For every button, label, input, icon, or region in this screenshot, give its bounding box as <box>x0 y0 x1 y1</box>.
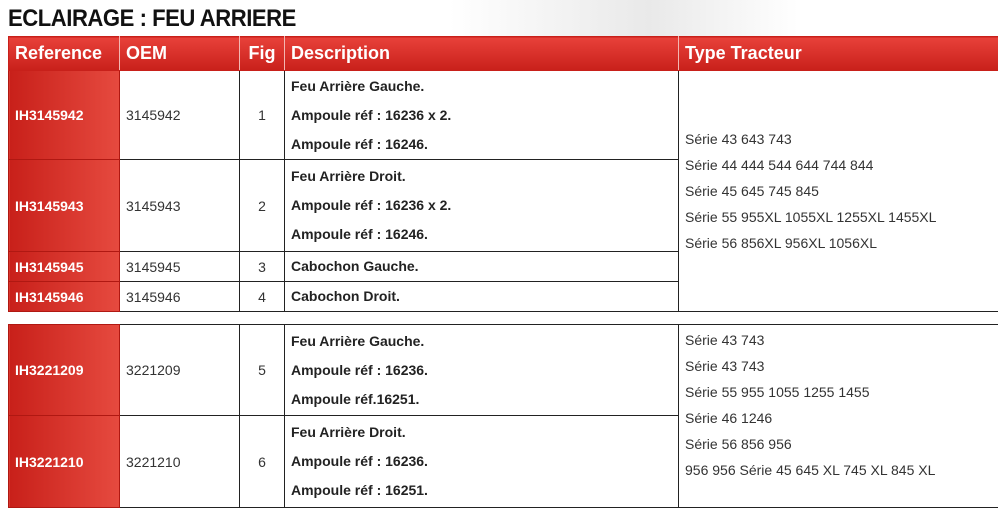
type-tracteur-cell <box>679 71 998 312</box>
parts-table-1 <box>8 36 998 312</box>
description-cell <box>285 416 679 508</box>
parts-table-2 <box>8 324 998 508</box>
description-line: Ampoule réf : 16246. <box>291 135 428 152</box>
type-line: Série 46 1246 <box>685 410 773 426</box>
type-line: 956 956 Série 45 645 XL 745 XL 845 XL <box>685 462 936 478</box>
description-line: Ampoule réf : 16236. <box>291 453 428 469</box>
description-cell <box>285 252 679 282</box>
description-cell <box>285 282 679 312</box>
fig-cell: 3 <box>240 252 285 282</box>
reference-cell: IH3145943 <box>9 160 120 252</box>
description-line: Cabochon Droit. <box>291 288 400 304</box>
description-cell <box>285 325 679 416</box>
oem-cell: 3221210 <box>120 416 240 508</box>
type-line: Série 55 955 1055 1255 1455 <box>685 384 870 400</box>
type-line: Série 43 743 <box>685 332 765 348</box>
type-line: Série 55 955XL 1055XL 1255XL 1455XL <box>685 209 937 225</box>
description-line: Ampoule réf : 16246. <box>291 226 428 242</box>
fig-cell: 1 <box>240 71 285 160</box>
table-row <box>9 71 998 160</box>
description-line: Ampoule réf : 16236. <box>291 361 428 378</box>
header-oem: OEM <box>120 37 240 71</box>
header-fig: Fig <box>240 37 285 71</box>
header-description: Description <box>285 37 679 71</box>
oem-cell: 3145946 <box>120 282 240 312</box>
fig-cell: 5 <box>240 325 285 416</box>
table-row <box>9 325 998 416</box>
reference-cell: IH3221209 <box>9 325 120 416</box>
description-line: Ampoule réf.16251. <box>291 390 420 407</box>
description-line: Feu Arrière Droit. <box>291 424 406 440</box>
description-line: Ampoule réf : 16236 x 2. <box>291 197 452 213</box>
reference-cell: IH3145945 <box>9 252 120 282</box>
description-cell <box>285 160 679 252</box>
description-line: Cabochon Gauche. <box>291 258 419 274</box>
oem-cell: 3145942 <box>120 71 240 160</box>
type-line: Série 56 856 956 <box>685 436 792 452</box>
type-line: Série 43 643 743 <box>685 131 792 147</box>
table-header-row <box>9 37 998 71</box>
page-title: ECLAIRAGE : FEU ARRIERE <box>8 5 296 32</box>
header-type-tracteur: Type Tracteur <box>679 37 998 71</box>
type-line: Série 44 444 544 644 744 844 <box>685 157 874 173</box>
oem-cell: 3145943 <box>120 160 240 252</box>
header-reference: Reference <box>9 37 120 71</box>
type-line: Série 43 743 <box>685 358 765 374</box>
description-line: Feu Arrière Droit. <box>291 168 406 184</box>
fig-cell: 6 <box>240 416 285 508</box>
description-line: Feu Arrière Gauche. <box>291 332 425 349</box>
type-tracteur-cell <box>679 325 998 508</box>
reference-cell: IH3221210 <box>9 416 120 508</box>
reference-cell: IH3145942 <box>9 71 120 160</box>
reference-cell: IH3145946 <box>9 282 120 312</box>
oem-cell: 3145945 <box>120 252 240 282</box>
fig-cell: 2 <box>240 160 285 252</box>
type-line: Série 56 856XL 956XL 1056XL <box>685 235 878 251</box>
description-line: Feu Arrière Gauche. <box>291 77 425 94</box>
fig-cell: 4 <box>240 282 285 312</box>
oem-cell: 3221209 <box>120 325 240 416</box>
description-line: Ampoule réf : 16251. <box>291 482 428 498</box>
description-line: Ampoule réf : 16236 x 2. <box>291 106 452 123</box>
type-line: Série 45 645 745 845 <box>685 183 819 199</box>
description-cell <box>285 71 679 160</box>
